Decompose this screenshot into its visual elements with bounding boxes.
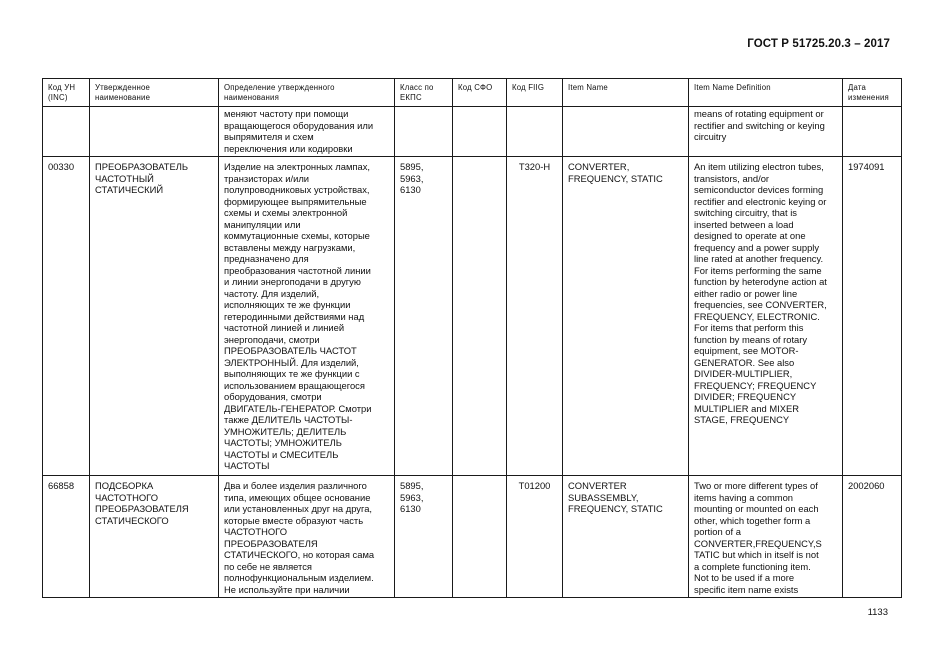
item-name-table bbox=[42, 78, 902, 598]
cell-inc: 66858 bbox=[43, 476, 90, 598]
column-header-class: Класс по ЕКПС bbox=[395, 79, 453, 107]
cell-inc bbox=[43, 107, 90, 157]
cell-item-name: CONVERTER SUBASSEMBLY, FREQUENCY, STATIC bbox=[563, 476, 689, 598]
table-header-row bbox=[43, 79, 902, 107]
column-header-definition-en: Item Name Definition bbox=[689, 79, 843, 107]
table-row bbox=[43, 157, 902, 476]
cell-definition-en: Two or more different types of items having a common mounting or mounted on each other, which together form a portion of a CONVERTER,FREQUENCY,S TATIC but which in itself is not a complete functioning item. Not to be used if a more specific item name exists bbox=[689, 476, 843, 598]
cell-name-ru bbox=[90, 107, 219, 157]
cell-definition-ru: Изделие на электронных лампах, транзисторах и/или полупроводниковых устройствах, формирующее выпрямительные схемы и схемы электронной манипуляции или коммутационные схемы, которые вставлены между нагрузками, предназначено для преобразования частотной линии и линии энергоподачи в другую частоту. Для изделий, исполняющих те же функции гетеродинными действиями над частотной линией и линией энергоподачи, смотри ПРЕОБРАЗОВАТЕЛЬ ЧАСТОТ ЭЛЕКТРОННЫЙ. Для изделий, выполняющих те же функции с использованием вращающегося оборудования, смотри ДВИГАТЕЛЬ-ГЕНЕРАТОР. Смотри также ДЕЛИТЕЛЬ ЧАСТОТЫ- УМНОЖИТЕЛЬ; ДЕЛИТЕЛЬ ЧАСТОТЫ; УМНОЖИТЕЛЬ ЧАСТОТЫ и СМЕСИТЕЛЬ ЧАСТОТЫ bbox=[219, 157, 395, 476]
cell-class: 5895, 5963, 6130 bbox=[395, 157, 453, 476]
cell-date: 1974091 bbox=[843, 157, 902, 476]
cell-fiig: T320-H bbox=[507, 157, 563, 476]
cell-fiig: T01200 bbox=[507, 476, 563, 598]
cell-date: 2002060 bbox=[843, 476, 902, 598]
column-header-name-ru: Утвержденное наименование bbox=[90, 79, 219, 107]
cell-item-name bbox=[563, 107, 689, 157]
table-row-continuation bbox=[43, 107, 902, 157]
cell-inc: 00330 bbox=[43, 157, 90, 476]
cell-item-name: CONVERTER, FREQUENCY, STATIC bbox=[563, 157, 689, 476]
cell-definition-en: means of rotating equipment or rectifier and switching or keying circuitry bbox=[689, 107, 843, 157]
cell-sfo bbox=[453, 476, 507, 598]
cell-fiig bbox=[507, 107, 563, 157]
cell-name-ru: ПОДСБОРКА ЧАСТОТНОГО ПРЕОБРАЗОВАТЕЛЯ СТАТИЧЕСКОГО bbox=[90, 476, 219, 598]
column-header-item-name: Item Name bbox=[563, 79, 689, 107]
cell-definition-ru: меняют частоту при помощи вращающегося оборудования или выпрямителя и схем переключения или кодировки bbox=[219, 107, 395, 157]
cell-definition-ru: Два и более изделия различного типа, имеющих общее основание или установленных друг на друга, которые вместе образуют часть ЧАСТОТНОГО ПРЕОБРАЗОВАТЕЛЯ СТАТИЧЕСКОГО, но которая сама по себе не является полнофункциональным изделием. Не используйте при наличии bbox=[219, 476, 395, 598]
table-row bbox=[43, 476, 902, 598]
cell-date bbox=[843, 107, 902, 157]
cell-sfo bbox=[453, 107, 507, 157]
cell-name-ru: ПРЕОБРАЗОВАТЕЛЬ ЧАСТОТНЫЙ СТАТИЧЕСКИЙ bbox=[90, 157, 219, 476]
cell-class: 5895, 5963, 6130 bbox=[395, 476, 453, 598]
cell-sfo bbox=[453, 157, 507, 476]
page-number: 1133 bbox=[867, 607, 888, 618]
column-header-sfo: Код СФО bbox=[453, 79, 507, 107]
column-header-date: Дата изменения bbox=[843, 79, 902, 107]
column-header-fiig: Код FIIG bbox=[507, 79, 563, 107]
column-header-inc: Код УН (INC) bbox=[43, 79, 90, 107]
cell-class bbox=[395, 107, 453, 157]
column-header-definition-ru: Определение утвержденного наименования bbox=[219, 79, 395, 107]
document-standard-header: ГОСТ Р 51725.20.3 – 2017 bbox=[747, 38, 890, 50]
cell-definition-en: An item utilizing electron tubes, transistors, and/or semiconductor devices forming rectifier and electronic keying or switching circuitry, that is inserted between a load designed to operate at one frequency and a power supply line rated at another frequency. For items performing the same function by heterodyne action at either radio or power line frequencies, see CONVERTER, FREQUENCY, ELECTRONIC. For items that perform this function by means of rotary equipment, see MOTOR- GENERATOR. See also DIVIDER-MULTIPLIER, FREQUENCY; FREQUENCY DIVIDER; FREQUENCY MULTIPLIER and MIXER STAGE, FREQUENCY bbox=[689, 157, 843, 476]
